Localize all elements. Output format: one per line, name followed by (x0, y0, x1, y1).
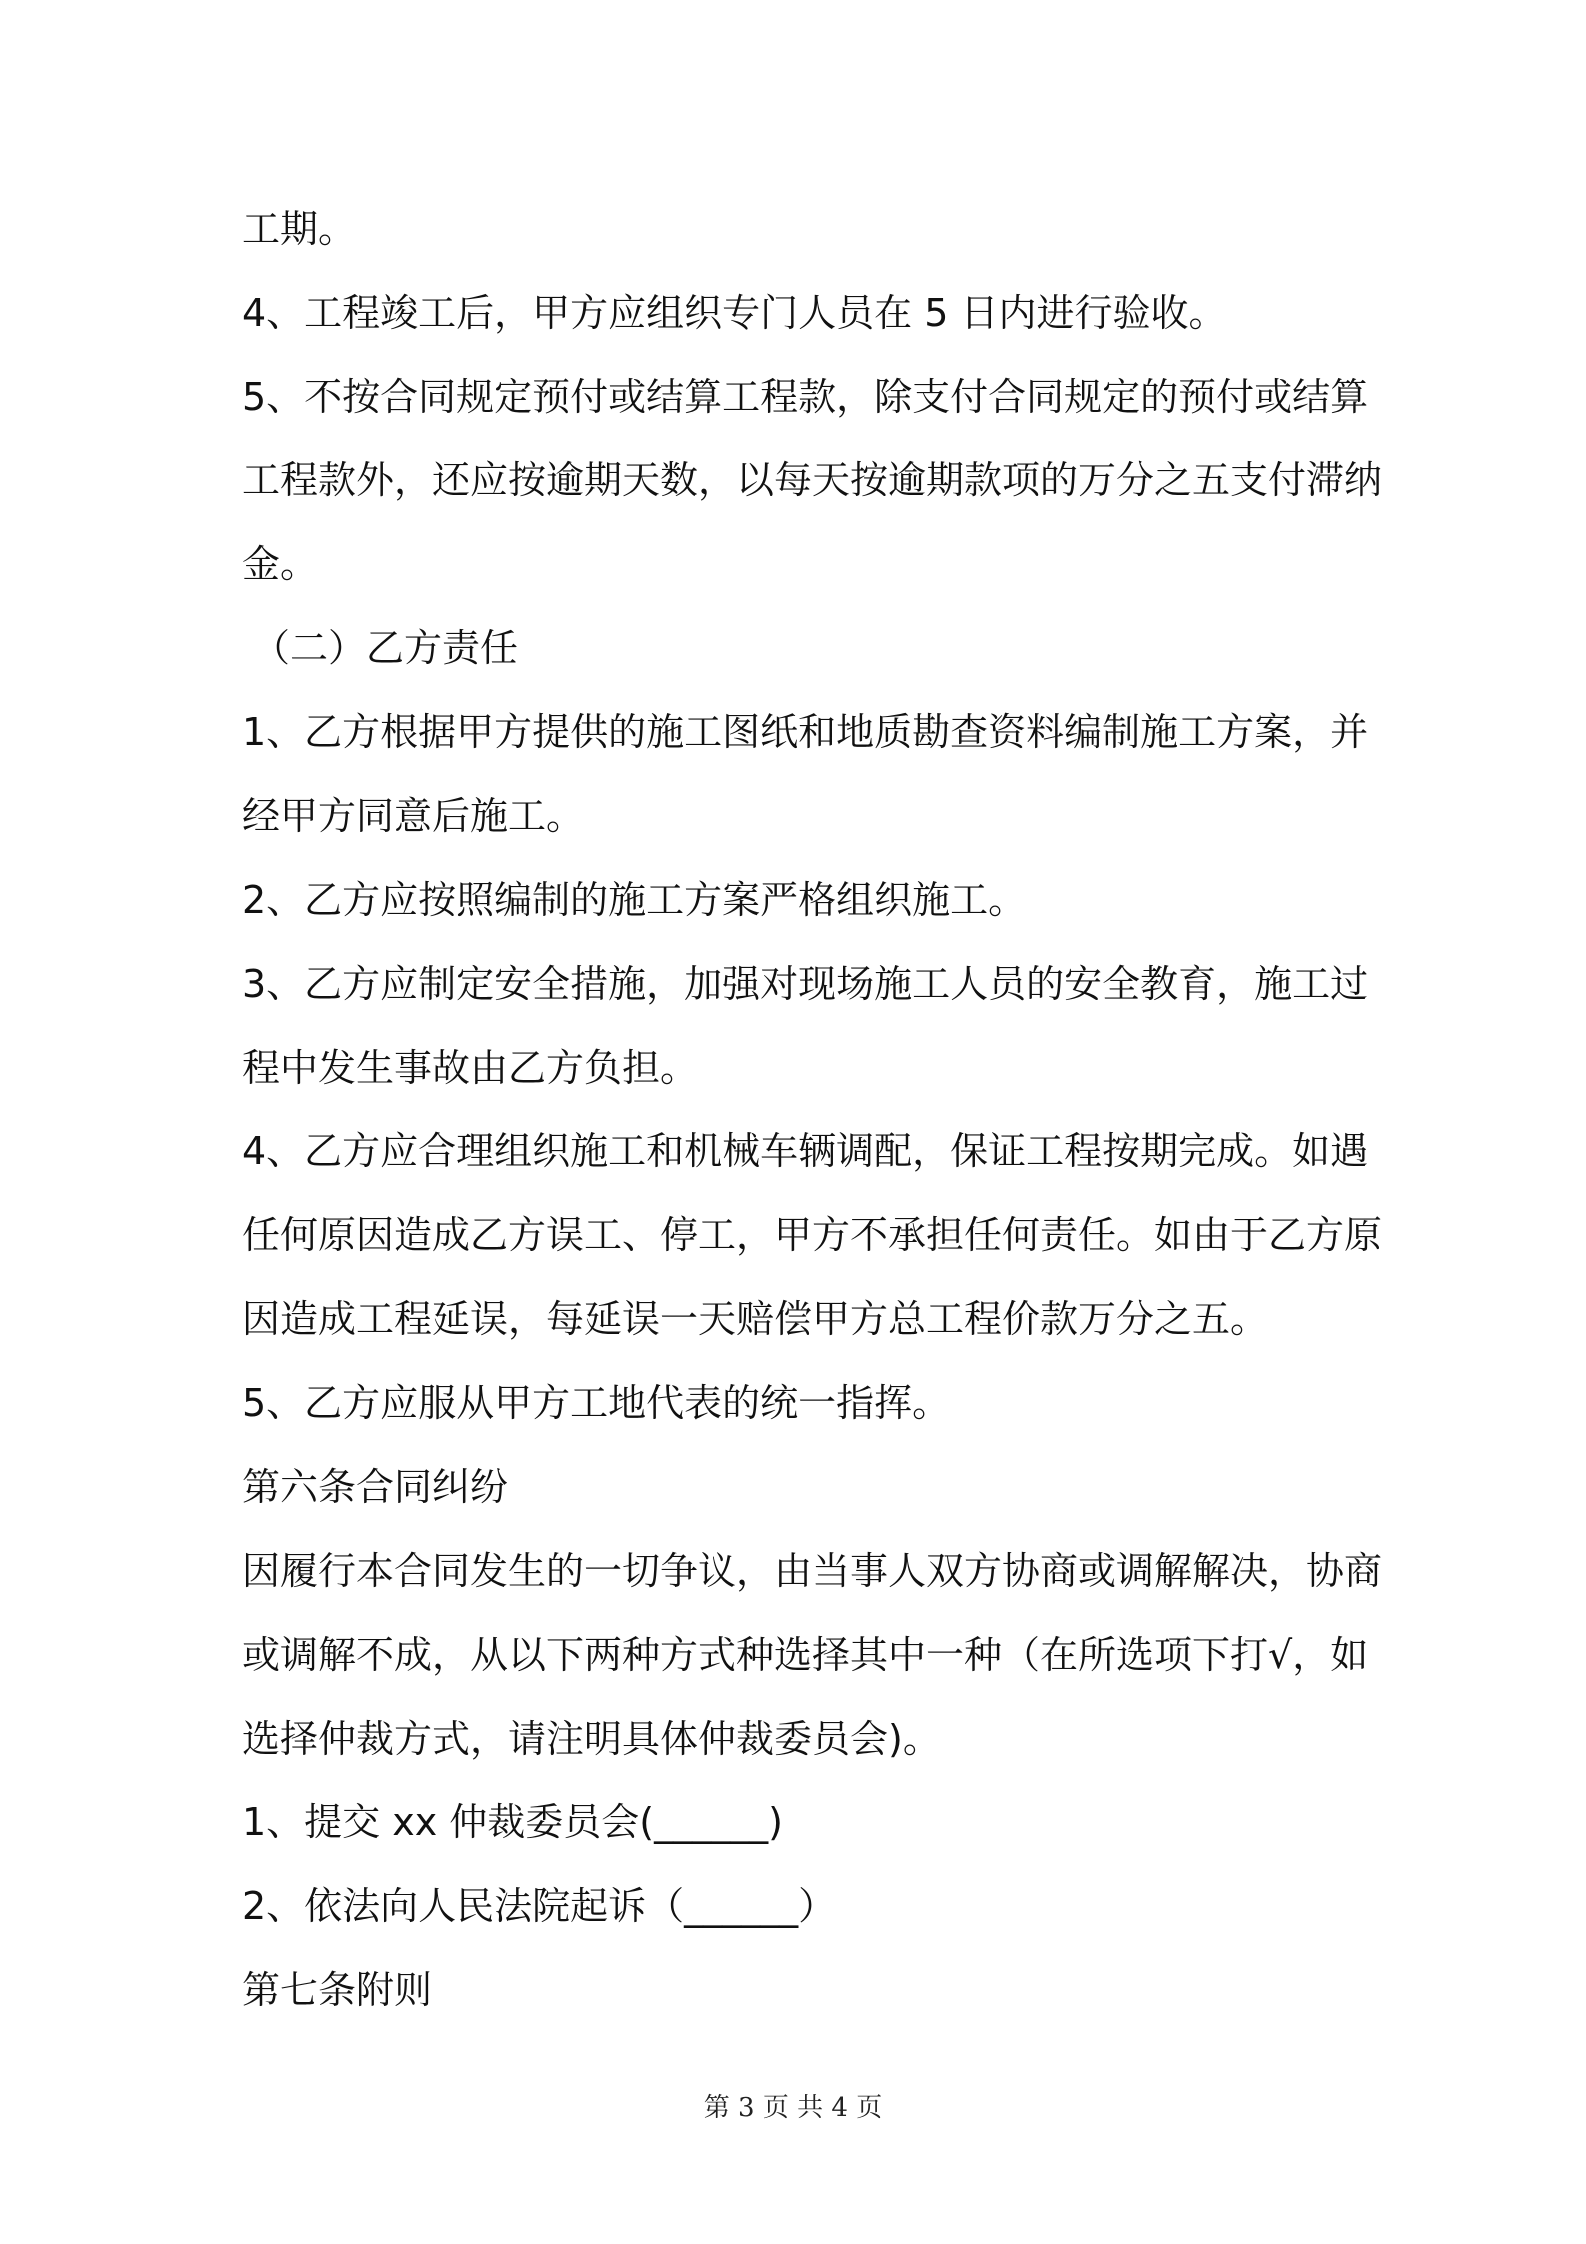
paragraph-line: 1、提交 xx 仲裁委员会(______) (242, 1800, 783, 1844)
paragraph-line: 1、乙方根据甲方提供的施工图纸和地质勘查资料编制施工方案，并 (242, 710, 1369, 754)
page-footer: 第 3 页 共 4 页 (703, 2093, 883, 2123)
paragraph-line: 因履行本合同发生的一切争议，由当事人双方协商或调解解决，协商 (242, 1549, 1383, 1593)
paragraph-line: 或调解不成，从以下两种方式种选择其中一种（在所选项下打√，如 (242, 1633, 1369, 1677)
paragraph-line: 选择仲裁方式，请注明具体仲裁委员会)。 (242, 1717, 941, 1761)
paragraph-line: 程中发生事故由乙方负担。 (242, 1046, 699, 1090)
paragraph-line: 经甲方同意后施工。 (242, 794, 585, 838)
article-heading: 第七条附则 (242, 1968, 433, 2012)
paragraph-line: 因造成工程延误，每延误一天赔偿甲方总工程价款万分之五。 (242, 1297, 1269, 1341)
paragraph-line: 2、依法向人民法院起诉（______） (242, 1884, 837, 1928)
paragraph-line: 5、不按合同规定预付或结算工程款，除支付合同规定的预付或结算 (242, 375, 1369, 419)
paragraph-line: 2、乙方应按照编制的施工方案严格组织施工。 (242, 878, 1027, 922)
paragraph-line: 3、乙方应制定安全措施，加强对现场施工人员的安全教育，施工过 (242, 962, 1369, 1006)
section-heading: （二）乙方责任 (252, 626, 519, 670)
paragraph-line: 工程款外，还应按逾期天数，以每天按逾期款项的万分之五支付滞纳 (242, 458, 1383, 502)
paragraph-line: 4、工程竣工后，甲方应组织专门人员在 5 日内进行验收。 (242, 291, 1227, 335)
paragraph-line: 4、乙方应合理组织施工和机械车辆调配，保证工程按期完成。如遇 (242, 1129, 1369, 1173)
paragraph-line: 工期。 (242, 207, 357, 251)
paragraph-line: 5、乙方应服从甲方工地代表的统一指挥。 (242, 1381, 951, 1425)
paragraph-line: 金。 (242, 542, 319, 586)
paragraph-line: 任何原因造成乙方误工、停工，甲方不承担任何责任。如由于乙方原 (242, 1213, 1383, 1257)
article-heading: 第六条合同纠纷 (242, 1465, 509, 1509)
